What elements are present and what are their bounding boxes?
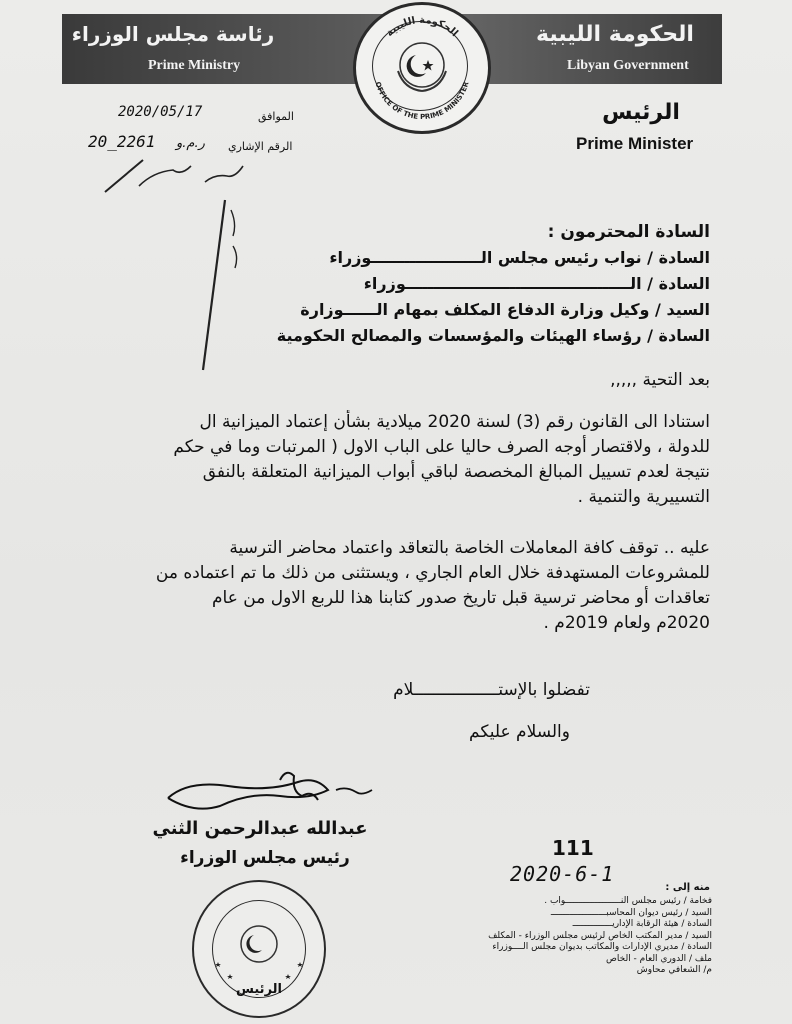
title-english: Prime Minister bbox=[576, 134, 694, 153]
distribution-line: السادة / مديري الإدارات والمكاتب بديوان مجلس الــــوزراء bbox=[492, 942, 712, 952]
government-arabic: الحكومة الليبية bbox=[536, 22, 694, 47]
body-line: استنادا الى القانون رقم (3) لسنة 2020 ميلادية بشأن إعتماد الميزانية ال bbox=[199, 412, 710, 432]
date-label: الموافق bbox=[258, 110, 294, 123]
svg-text:الحكومة الليبية: الحكومة الليبية bbox=[384, 14, 460, 40]
distribution-line: فخامة / رئيس مجلس النـــــــــــــــــــــواب . bbox=[544, 896, 712, 906]
body-line: نتيجة لعدم تسييل المبالغ المخصصة لباقي أبواب الميزانية المتعلقة بالنفق bbox=[202, 462, 710, 482]
body-line: 2020م ولعام 2019م . bbox=[543, 613, 710, 633]
handwritten-mark: 111 bbox=[552, 836, 594, 860]
closing-line: تفضلوا بالإستـــــــــــــــــلام bbox=[393, 680, 590, 700]
signature-scribble bbox=[160, 762, 380, 822]
signature-stamp bbox=[192, 880, 326, 1018]
distribution-line: م/ الشعافي محاوش bbox=[636, 965, 712, 975]
body-line: تعاقدات أو محاضر ترسية قبل تاريخ صدور كتابنا هذا للربع الاول من عام bbox=[212, 588, 710, 608]
government-english: Libyan Government bbox=[567, 58, 689, 73]
official-seal bbox=[353, 2, 491, 134]
recipient-line: السادة / الـــــــــــــــــــــــــــــــــــــــــوزراء bbox=[363, 274, 710, 293]
distribution-line: السيد / رئيس ديوان المحاسبـــــــــــــــــــــ bbox=[550, 907, 712, 918]
body-line: للمشروعات المستهدفة خلال العام الجاري ، ويستثنى من ذلك ما تم اعتماده من bbox=[155, 563, 710, 583]
body-paragraph-1 bbox=[165, 410, 710, 510]
title-arabic: الرئيس bbox=[602, 100, 680, 125]
seal-emblem-icon bbox=[356, 5, 488, 131]
stamp-text: الرئيس bbox=[236, 982, 282, 997]
recipient-line: السيد / وكيل وزارة الدفاع المكلف بمهام الــــــوزارة bbox=[300, 300, 710, 319]
distribution-heading: منه إلى : bbox=[665, 882, 710, 893]
distribution-line: السادة / هيئة الرقابة الإداريـــــــــــــــ bbox=[572, 919, 712, 929]
body-line: التسييرية والتنمية . bbox=[577, 487, 710, 507]
prime-ministry-arabic: رئاسة مجلس الوزراء bbox=[71, 22, 275, 46]
handwritten-date: 2020-6-1 bbox=[510, 862, 615, 886]
body-paragraph-2 bbox=[140, 536, 710, 636]
reference-value: 20_2261 bbox=[88, 132, 156, 151]
salutation: السادة المحترمون : bbox=[547, 222, 710, 242]
recipient-line: السادة / رؤساء الهيئات والمؤسسات والمصالح الحكومية bbox=[276, 326, 710, 345]
distribution-line: السيد / مدير المكتب الخاص لرئيس مجلس الوزراء - المكلف bbox=[488, 930, 712, 941]
closing-greeting: والسلام عليكم bbox=[469, 722, 570, 742]
reference-label: الرقم الإشاري bbox=[228, 140, 293, 153]
reference-suffix: ر.م.و bbox=[176, 136, 205, 151]
date-value: 2020/05/17 bbox=[118, 104, 203, 120]
recipient-line: السادة / نواب رئيس مجلس الــــــــــــــــــــوزراء bbox=[329, 248, 710, 267]
signatory-name: عبدالله عبدالرحمن الثني bbox=[152, 818, 368, 839]
body-line: للدولة ، ولاقتصار أوجه الصرف حاليا على الباب الاول ( المرتبات وما في حكم bbox=[173, 437, 710, 457]
signatory-title: رئيس مجلس الوزراء bbox=[180, 848, 350, 868]
distribution-line: ملف / الدوري العام - الخاص bbox=[606, 953, 712, 964]
body-line: عليه .. توقف كافة المعاملات الخاصة بالتعاقد واعتماد محاضر الترسية bbox=[229, 538, 710, 558]
distribution-list bbox=[430, 896, 712, 977]
prime-ministry-english: Prime Ministry bbox=[148, 58, 241, 73]
svg-text:OFFICE OF THE PRIME MINISTER: OFFICE OF THE PRIME MINISTER bbox=[373, 80, 471, 122]
greeting: بعد التحية ,,,,, bbox=[610, 370, 710, 390]
